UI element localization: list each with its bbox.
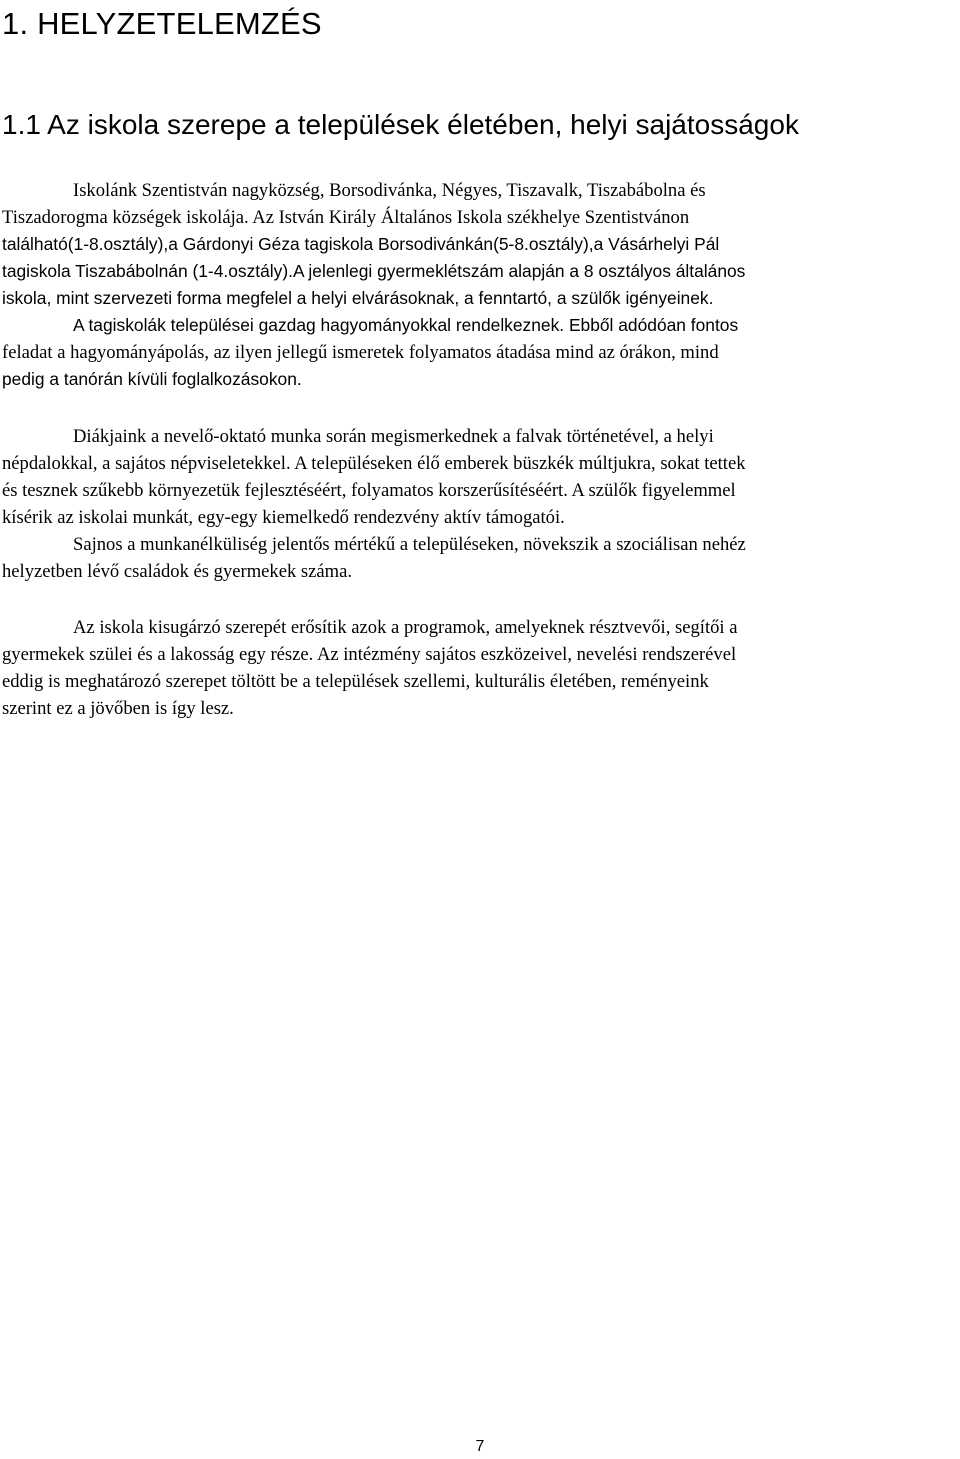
- paragraph-outreach: [2, 614, 957, 722]
- text-line: iskola, mint szervezeti forma megfelel a helyi elvárásoknak, a fenntartó, a szülők igényeinek.: [2, 288, 714, 308]
- text-line: gyermekek szülei és a lakosság egy része. Az intézmény sajátos eszközeivel, nevelési rendszerével: [2, 644, 737, 665]
- text-line: szerint ez a jövőben is így lesz.: [2, 698, 234, 719]
- text-line: Diákjaink a nevelő-oktató munka során megismerkednek a falvak történetével, a helyi: [73, 426, 714, 447]
- text-line: Iskolánk Szentistván nagyközség, Borsodivánka, Négyes, Tiszavalk, Tiszabábolna és: [73, 180, 706, 201]
- text-line: feladat a hagyományápolás, az ilyen jellegű ismeretek folyamatos átadása mind az órákon, mind: [2, 342, 719, 363]
- text-line: pedig a tanórán kívüli foglalkozásokon.: [2, 369, 302, 389]
- text-line: A tagiskolák települései gazdag hagyományokkal rendelkeznek. Ebből adódóan fontos: [73, 315, 739, 335]
- text-line: található(1-8.osztály),a Gárdonyi Géza tagiskola Borsodivánkán(5-8.osztály),a Vásárhelyi Pál: [2, 234, 720, 254]
- chapter-heading: 1. HELYZETELEMZÉS: [2, 6, 322, 41]
- paragraph-local-role: [2, 177, 957, 393]
- text-line: Az iskola kisugárzó szerepét erősítik azok a programok, amelyeknek résztvevői, segítői a: [73, 617, 738, 638]
- text-line: Sajnos a munkanélküliség jelentős mértékű a településeken, növekszik a szociálisan nehéz: [73, 534, 746, 555]
- page-number: 7: [475, 1438, 485, 1455]
- text-line: eddig is meghatározó szerepet töltött be a települések szellemi, kulturális életében, reményeink: [2, 671, 709, 692]
- text-line: Tiszadorogma községek iskolája. Az István Király Általános Iskola székhelye Szentistvánon: [2, 207, 690, 228]
- paragraph-traditions: [2, 423, 957, 585]
- text-line: tagiskola Tiszabábolnán (1-4.osztály).A jelenlegi gyermeklétszám alapján a 8 osztályos általános: [2, 261, 746, 281]
- text-line: és tesznek szűkebb környezetük fejlesztéséért, folyamatos korszerűsítéséért. A szülők figyelemmel: [2, 480, 736, 501]
- text-line: kísérik az iskolai munkát, egy-egy kiemelkedő rendezvény aktív támogatói.: [2, 507, 565, 528]
- section-heading: 1.1 Az iskola szerepe a települések életében, helyi sajátosságok: [2, 109, 799, 140]
- text-line: népdalokkal, a sajátos népviseletekkel. A településeken élő emberek büszkék múltjukra, sokat tettek: [2, 453, 746, 474]
- text-line: helyzetben lévő családok és gyermekek száma.: [2, 561, 353, 582]
